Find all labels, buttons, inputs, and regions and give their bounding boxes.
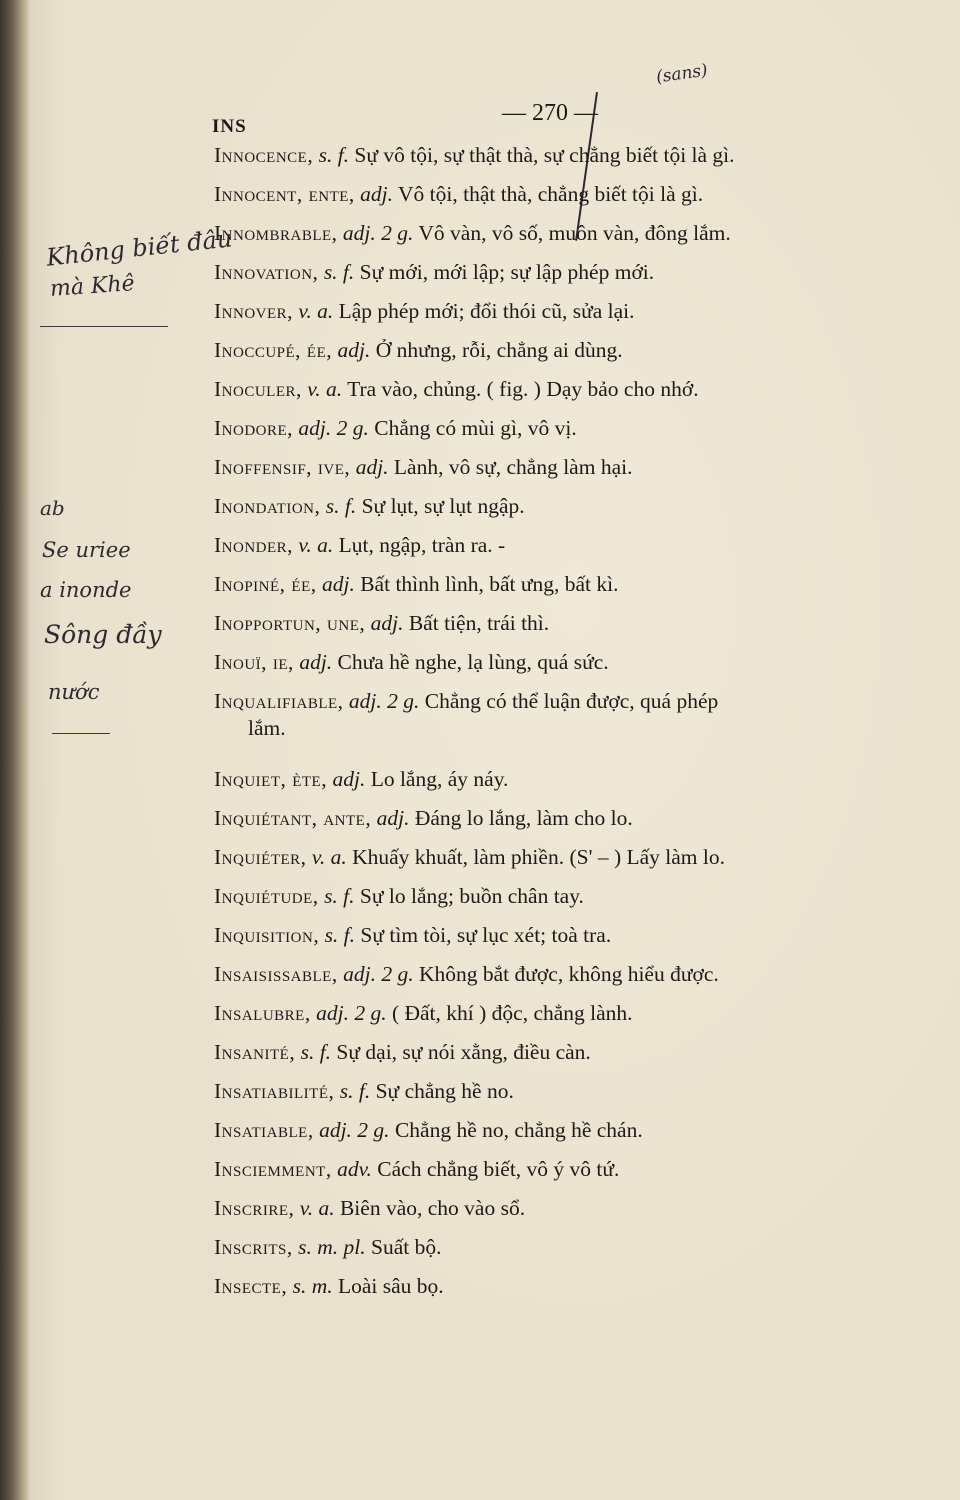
entry-definition: Tra vào, chủng. ( fig. ) Dạy bảo cho nhớ. [347,377,699,401]
entry-definition: Biên vào, cho vào sổ. [339,1196,526,1220]
dictionary-entry [214,181,934,208]
dictionary-entry [214,493,934,520]
entry-grammar: adj. 2 g. [342,221,414,245]
running-head: INS [212,116,247,137]
entry-headword: Innocence, [214,143,314,167]
entry-definition: Khuấy khuất, làm phiền. (S' – ) Lấy làm lo. [352,845,725,869]
entry-definition: Sự tìm tòi, sự lục xét; toà tra. [360,923,612,947]
entry-grammar: s. f. [325,494,357,518]
dictionary-entry [214,805,934,832]
entry-headword: Inodore, [214,416,294,440]
entry-definition: Chẳng có mùi gì, vô vị. [374,416,577,440]
entry-definition: Chưa hề nghe, lạ lùng, quá sức. [337,650,609,674]
entry-grammar: s. m. pl. [298,1235,366,1259]
entry-definition: Vô tội, thật thà, chẳng biết tội là gì. [398,182,704,206]
dictionary-entry [214,649,934,676]
entry-definition: Đáng lo lắng, làm cho lo. [414,806,633,830]
entry-headword: Inscrits, [214,1235,293,1259]
entry-headword: Insanité, [214,1040,296,1064]
entry-definition: Sự chẳng hề no. [375,1079,514,1103]
dictionary-entry [214,1273,934,1300]
entry-grammar: v. a. [311,845,347,869]
entry-definition: Lập phép mới; đổi thói cũ, sửa lại. [338,299,635,323]
margin-note-top: (sans) [654,60,709,88]
dictionary-entry [214,220,934,247]
entry-grammar: adj. [376,806,410,830]
entry-definition: Sự mới, mới lập; sự lập phép mới. [359,260,655,284]
entry-grammar: v. a. [298,533,334,557]
entry-grammar: adj. [337,338,371,362]
dictionary-entry [214,259,934,286]
page-number: — 270 — [502,100,598,126]
entry-grammar: s. f. [339,1079,371,1103]
entry-grammar: adj. [321,572,355,596]
entry-headword: Insalubre, [214,1001,311,1025]
entry-grammar: adj. [299,650,333,674]
entry-grammar: v. a. [298,299,334,323]
dictionary-entry [214,1117,934,1144]
entry-headword: Inondation, [214,494,321,518]
entry-headword: Inoculer, [214,377,302,401]
entry-definition: Sự lo lắng; buồn chân tay. [359,884,584,908]
entry-grammar: adj. 2 g. [319,1118,390,1142]
entry-headword: Inquiétant, ante, [214,806,372,830]
entry-grammar: s. f. [323,260,355,284]
entry-headword: Insatiable, [214,1118,314,1142]
entry-headword: Inqualifiable, [214,689,344,713]
entry-grammar: adj. [332,767,366,791]
entry-definition: Suất bộ. [370,1235,442,1259]
entry-definition: Sự dại, sự nói xằng, điều càn. [336,1040,591,1064]
entry-grammar: adj. [355,455,389,479]
entry-grammar: s. f. [318,143,350,167]
dictionary-entry [214,961,934,988]
entry-definition: Bất tiện, trái thì. [408,611,550,635]
dictionary-entry [214,376,934,403]
dictionary-entry [214,1078,934,1105]
entry-headword: Inopiné, ée, [214,572,317,596]
entry-headword: Insciemment, [214,1157,332,1181]
entry-headword: Inoccupé, ée, [214,338,333,362]
entry-continuation: lắm. [248,715,286,740]
dictionary-entry [214,298,934,325]
dictionary-entry [214,571,934,598]
dictionary-entry [214,1156,934,1183]
entry-headword: Insecte, [214,1274,288,1298]
entry-headword: Insatiabilité, [214,1079,335,1103]
dictionary-entry [214,142,934,169]
entry-grammar: v. a. [299,1196,335,1220]
entry-grammar: adj. 2 g. [316,1001,387,1025]
entry-definition: ( Đất, khí ) độc, chẳng lành. [391,1001,633,1025]
entry-headword: Inonder, [214,533,294,557]
entry-headword: Inquiéter, [214,845,307,869]
dictionary-entry [214,532,934,559]
entry-headword: Innombrable, [214,221,338,245]
entry-definition: Cách chẳng biết, vô ý vô tứ. [377,1157,620,1181]
margin-note-6: Sông đầy [44,620,162,649]
margin-note-2: mà Khê [49,271,136,302]
dictionary-entry [214,415,934,442]
entry-grammar: s. f. [324,884,355,908]
entry-definition: Chẳng hề no, chẳng hề chán. [394,1118,643,1142]
entry-headword: Inquisition, [214,923,320,947]
entry-headword: Inouï, ie, [214,650,294,674]
entry-grammar: adj. 2 g. [343,962,414,986]
dictionary-entry [214,922,934,949]
dictionary-entry [214,1234,934,1261]
entry-headword: Inoffensif, ive, [214,455,351,479]
margin-note-4: Se uriee [42,538,131,562]
entry-headword: Inopportun, une, [214,611,366,635]
entry-grammar: v. a. [307,377,343,401]
entry-definition: Bất thình lình, bất ưng, bất kì. [360,572,619,596]
margin-note-7: nước [48,680,100,704]
entry-headword: Insaisissable, [214,962,338,986]
entry-definition: Lo lắng, áy náy. [370,767,509,791]
dictionary-entry [214,1000,934,1027]
margin-note-5: a inonde [40,578,132,602]
entry-definition: Không bắt được, không hiểu được. [418,962,719,986]
dictionary-entry [214,688,934,742]
entry-grammar: adj. [370,611,404,635]
entry-headword: Inquiétude, [214,884,319,908]
entry-headword: Innovation, [214,260,319,284]
entry-headword: Inquiet, ète, [214,767,328,791]
entry-headword: Innover, [214,299,294,323]
entry-definition: Loài sâu bọ. [337,1274,444,1298]
entry-definition: Lành, vô sự, chẳng làm hại. [393,455,633,479]
dictionary-entry [214,883,934,910]
entry-definition: Sự vô tội, sự thật thà, sự chẳng biết tội là gì. [354,143,735,167]
dictionary-entry [214,454,934,481]
dictionary-entry [214,610,934,637]
entry-headword: Innocent, ente, [214,182,355,206]
entry-grammar: adj. 2 g. [298,416,369,440]
entry-definition: Lụt, ngập, tràn ra. - [338,533,506,557]
entry-definition: Vô vàn, vô số, muôn vàn, đông lắm. [418,221,731,245]
dictionary-entry [214,337,934,364]
dictionary-entry [214,1039,934,1066]
entry-grammar: s. f. [300,1040,332,1064]
entry-definition: Sự lụt, sự lụt ngập. [361,494,525,518]
dictionary-entry [214,844,934,871]
margin-note-1: Không biết đâu [45,224,234,272]
entry-grammar: s. f. [324,923,356,947]
margin-note-3: ab [40,496,65,520]
entry-grammar: s. m. [292,1274,333,1298]
entry-grammar: adj. 2 g. [348,689,420,713]
entry-grammar: adv. [337,1157,372,1181]
dictionary-entry [214,1195,934,1222]
dictionary-entry [214,766,934,793]
entry-headword: Inscrire, [214,1196,295,1220]
entry-definition: Ở nhưng, rỗi, chẳng ai dùng. [375,338,623,362]
entry-grammar: adj. [360,182,393,206]
entry-definition: Chẳng có thể luận được, quá phép [424,689,719,713]
